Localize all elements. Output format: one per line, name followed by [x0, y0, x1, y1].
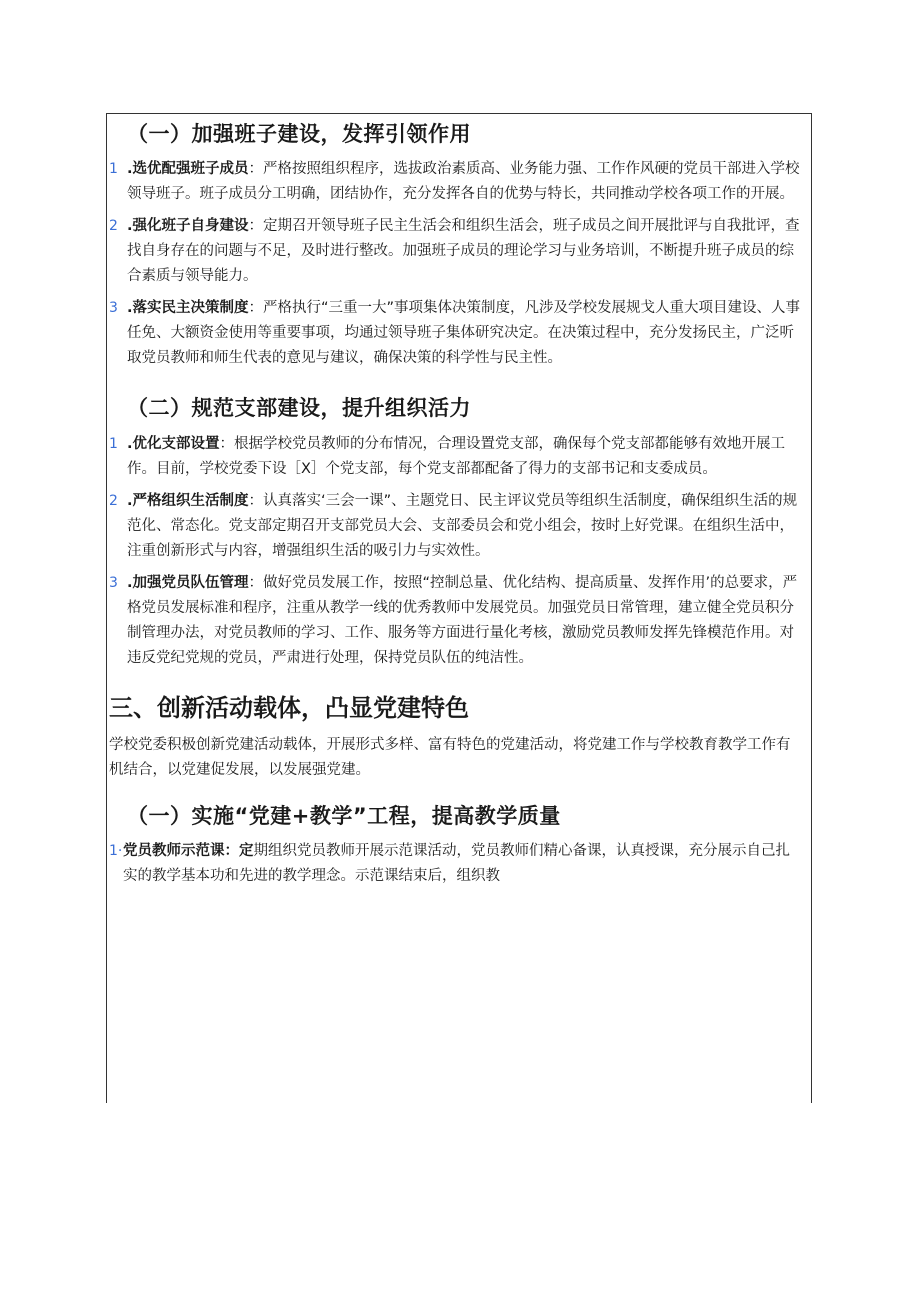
item-text: 做好党员发展工作，按照“控制总量、优化结构、提高质量、发挥作用’的总要求，严格党员发展标准和程序，注重从教学一线的优秀教师中发展党员。加强党员日常管理，建立健全党员积分制管理办法，对党员教师的学习、工作、服务等方面进行量化考核，激励党员教师发挥先锋模范作用。对违反党纪党规的党员，严肃进行处理，保持党员队伍的纯洁性。 [127, 575, 798, 666]
item-sep: ： [248, 218, 264, 234]
item-text: 严格按照组织程序，选拔政治素质高、业务能力强、工作作风硬的党员干部进入学校领导班子。班子成员分工明确，团结协作，充分发挥各自的优势与特长，共同推动学校各项工作的开展。 [127, 161, 800, 202]
list-item [107, 839, 811, 889]
list-item [107, 296, 811, 371]
item-text: 根据学校党员教师的分布情况，合理设置党支部，确保每个党支部都能够有效地开展工作。目前，学校党委下设［X］个党支部，每个党支部都配备了得力的支部书记和支委成员。 [127, 436, 786, 477]
item-number: 3 [109, 300, 118, 316]
item-sep: ： [248, 575, 264, 591]
item-text: 严格执行“三重一大”事项集体决策制度，凡涉及学校发展规戈人重大项目建设、人事任免、大额资金使用等重要事项，均通过领导班子集体研究决定。在决策过程中，充分发扬民主，广泛听取党员教师和师生代表的意见与建议，确保决策的科学性与民主性。 [127, 300, 801, 366]
item-title: .选优配强班子成员 [127, 161, 249, 177]
list-item [107, 214, 811, 289]
item-sep: ： [248, 300, 264, 316]
document-content [107, 113, 811, 889]
item-title: .优化支部设置 [127, 436, 220, 452]
list-item [107, 489, 811, 564]
item-text: 定期召开领导班子民主生活会和组织生活会，班子成员之间开展批评与自我批评，查找自身存在的问题与不足，及时进行整改。加强班子成员的理论学习与业务培训，不断提升班子成员的综合素质与领导能力。 [127, 218, 800, 284]
section-heading-4: （一）实施“党建+教学”工程，提高教学质量 [127, 804, 561, 828]
item-text: 认真落实‘三会一课”、主题党日、民主评议党员等组织生活制度，确保组织生活的规范化、常态化。党支部定期召开支部党员大会、支部委员会和党小组会，按时上好党课。在组织生活中，注重创新形式与内容，增强组织生活的吸引力与实效性。 [127, 493, 798, 559]
item-number: 1 [109, 161, 118, 177]
item-sep: ： [248, 161, 264, 177]
item-title: .严格组织生活制度 [127, 493, 249, 509]
item-sep: ： [248, 493, 264, 509]
item-title: .落实民主决策制度 [127, 300, 249, 316]
item-title: 党员教师示范课：定 [123, 843, 254, 859]
section-heading-1: （一）加强班子建设，发挥引领作用 [127, 122, 471, 146]
item-title: .强化班子自身建设 [127, 218, 249, 234]
section-heading-3: 三、创新活动载体，凸显党建特色 [109, 694, 469, 722]
item-number: 2 [109, 493, 118, 509]
section-heading-2: （二）规范支部建设，提升组织活力 [127, 396, 471, 420]
list-item [107, 571, 811, 671]
item-number: 2 [109, 218, 118, 234]
list-item [107, 432, 811, 482]
section-intro: 学校党委积极创新党建活动载体，开展形式多样、富有特色的党建活动，将党建工作与学校教育教学工作有机结合，以党建促发展，以发展强党建。 [109, 737, 791, 778]
item-text: 期组织党员教师开展示范课活动，党员教师们精心备课，认真授课，充分展示自己扎实的教学基本功和先进的教学理念。示范课结束后，组织教 [123, 843, 790, 884]
item-number: 1 [109, 436, 118, 452]
item-sep: ： [219, 436, 235, 452]
item-number: 3 [109, 575, 118, 591]
item-title: .加强党员队伍管理 [127, 575, 249, 591]
list-item [107, 157, 811, 207]
item-number: 1· [109, 843, 123, 859]
